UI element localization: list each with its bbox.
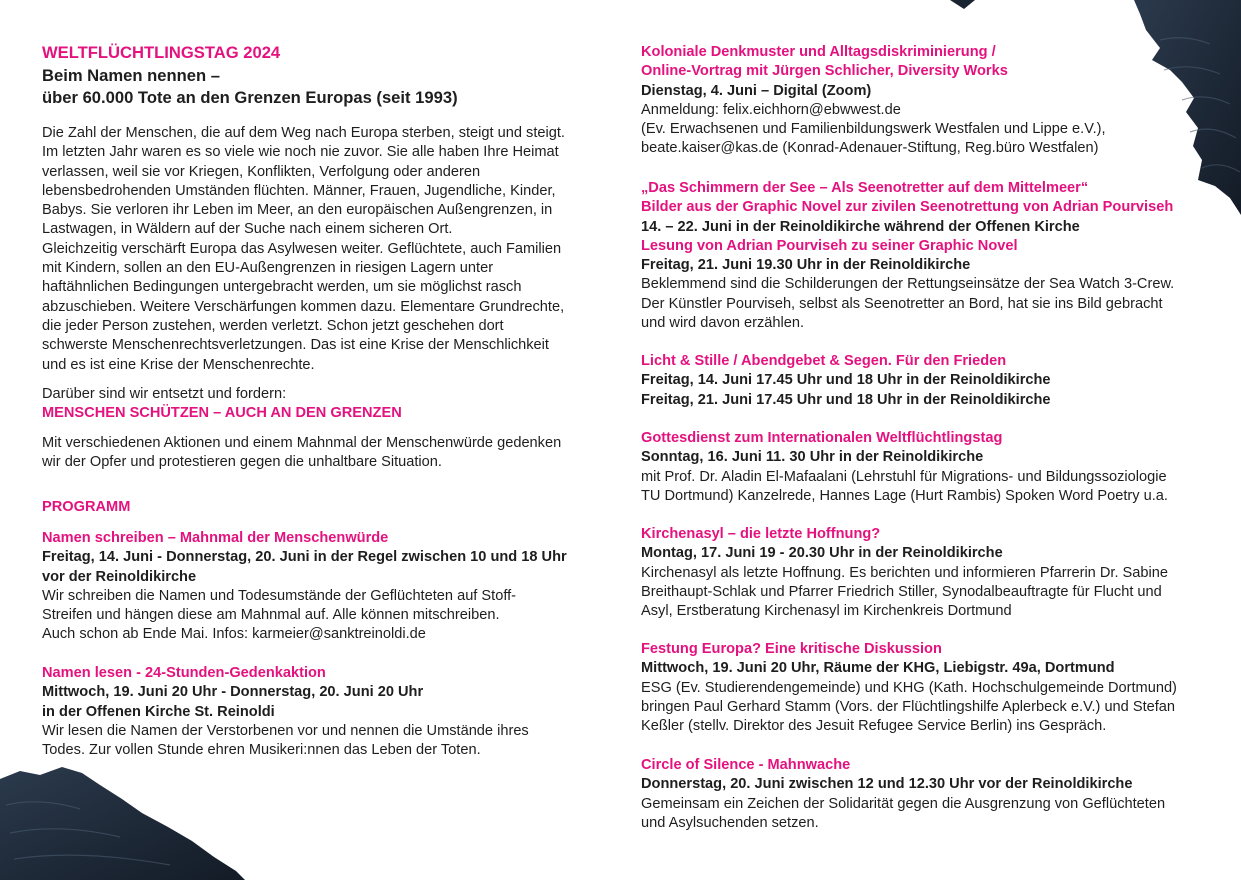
event-block: [641, 179, 1221, 333]
event-title: Bilder aus der Graphic Novel zur zivilen Seenotrettung von Adrian Pourviseh: [641, 199, 1174, 216]
intro-line: verlassen, weil sie vor Kriegen, Konflikten, Verfolgung oder anderen: [42, 163, 481, 180]
event-date: Freitag, 21. Juni 17.45 Uhr und 18 Uhr in der Reinoldikirche: [641, 391, 1051, 408]
event-text: Auch schon ab Ende Mai. Infos: karmeier@sanktreinoldi.de: [42, 626, 426, 643]
event-block: [641, 429, 1221, 506]
event-title: Gottesdienst zum Internationalen Weltflüchtlingstag: [641, 430, 1003, 446]
event-text: TU Dortmund) Kanzelrede, Hannes Lage (Hurt Rambis) Spoken Word Poetry u.a.: [641, 487, 1168, 504]
sea-shape-top-small: [950, 0, 975, 10]
intro-line: abzuschieben. Weitere Verschärfungen kommen dazu. Elementare Grundrechte,: [42, 298, 565, 315]
event-date: Mittwoch, 19. Juni 20 Uhr - Donnerstag, 20. Juni 20 Uhr: [42, 684, 424, 701]
actions-line: Mit verschiedenen Aktionen und einem Mahnmal der Menschenwürde gedenken: [42, 435, 562, 451]
event-block: [641, 352, 1221, 410]
event-text: Anmeldung: felix.eichhorn@ebwwest.de: [641, 101, 901, 118]
intro-line: die jeder Person zustehen, werden verletzt. Schon jetzt geschehen dort: [42, 317, 504, 334]
event-text: Todes. Zur vollen Stunde ehren Musikeri:nnen das Leben der Toten.: [42, 742, 481, 759]
event-text: Beklemmend sind die Schilderungen der Rettungseinsätze der Sea Watch 3-Crew.: [641, 276, 1175, 293]
event-text: Keßler (stellv. Direktor des Jesuit Refugee Service Berlin) ins Gespräch.: [641, 718, 1107, 735]
event-date: Sonntag, 16. Juni 11. 30 Uhr in der Reinoldikirche: [641, 449, 984, 466]
intro-line: Lastwagen, in Wäldern auf der Suche nach einem sicheren Ort.: [42, 221, 453, 238]
intro-paragraph: [42, 124, 602, 375]
event-date: Freitag, 21. Juni 19.30 Uhr in der Reinoldikirche: [641, 257, 971, 274]
event-date: 14. – 22. Juni in der Reinoldikirche während der Offenen Kirche: [641, 218, 1080, 235]
actions-line: wir der Opfer und protestieren gegen die unhaltbare Situation.: [42, 454, 442, 471]
event-date: Freitag, 14. Juni - Donnerstag, 20. Juni in der Regel zwischen 10 und 18 Uhr: [42, 549, 567, 566]
actions-paragraph: [42, 434, 602, 473]
intro-line: Die Zahl der Menschen, die auf dem Weg nach Europa sterben, steigt und steigt.: [42, 125, 565, 141]
intro-line: Im letzten Jahr waren es so viele wie noch nie zuvor. Sie alle haben Ihre Heimat: [42, 144, 559, 161]
event-text: bringen Paul Gerhard Stamm (Vors. der Flüchtlingshilfe Aplerbeck e.V.) und Stefan: [641, 698, 1176, 715]
subtitle-line: Beim Namen nennen –: [42, 66, 220, 85]
event-block: [641, 525, 1221, 621]
intro-line: haftähnlichen Bedingungen untergebracht werden, um sie möglichst rasch: [42, 279, 522, 296]
intro-line: Gleichzeitig verschärft Europa das Asylwesen weiter. Geflüchtete, auch Familien: [42, 240, 562, 257]
event-text: (Ev. Erwachsenen und Familienbildungswerk Westfalen und Lippe e.V.),: [641, 121, 1106, 138]
subtitle: [42, 65, 602, 108]
intro-line: lebensbedrohenden Umständen flüchten. Männer, Frauen, Jugendliche, Kinder,: [42, 182, 556, 199]
event-date: vor der Reinoldikirche: [42, 568, 197, 585]
demand-block: [42, 385, 602, 424]
event-text: und Asylsuchenden setzen.: [641, 814, 819, 831]
event-date: Freitag, 14. Juni 17.45 Uhr und 18 Uhr in der Reinoldikirche: [641, 372, 1051, 389]
event-date: in der Offenen Kirche St. Reinoldi: [42, 703, 275, 720]
event-title: Kirchenasyl – die letzte Hoffnung?: [641, 526, 881, 542]
event-text: Gemeinsam ein Zeichen der Solidarität gegen die Ausgrenzung von Geflüchteten: [641, 795, 1166, 812]
event-block: [641, 640, 1221, 736]
event-title: Namen schreiben – Mahnmal der Menschenwürde: [42, 530, 389, 546]
page-title: WELTFLÜCHTLINGSTAG 2024: [42, 43, 281, 62]
intro-line: und es ist eine Krise der Menschenrechte.: [42, 356, 315, 373]
intro-line: Babys. Sie verloren ihr Leben im Meer, an den europäischen Außengrenzen, in: [42, 202, 553, 219]
program-heading: PROGRAMM: [42, 499, 131, 515]
intro-line: mit Kindern, sollen an den EU-Außengrenzen in riesigen Lagern unter: [42, 260, 494, 277]
event-subtitle: Lesung von Adrian Pourviseh zu seiner Graphic Novel: [641, 237, 1018, 254]
event-title: Circle of Silence - Mahnwache: [641, 757, 851, 773]
event-title: Koloniale Denkmuster und Alltagsdiskriminierung /: [641, 44, 996, 60]
event-text: und wird davon erzählen.: [641, 315, 805, 332]
event-text: Streifen und hängen diese am Mahnmal auf. Alle können mitschreiben.: [42, 607, 500, 624]
event-title: Namen lesen - 24-Stunden-Gedenkaktion: [42, 665, 326, 681]
event-block: [42, 664, 602, 760]
event-text: mit Prof. Dr. Aladin El-Mafaalani (Lehrstuhl für Migrations- und Bildungssoziologie: [641, 468, 1167, 485]
event-block: [42, 529, 602, 645]
event-text: beate.kaiser@kas.de (Konrad-Adenauer-Stiftung, Reg.büro Westfalen): [641, 140, 1099, 157]
event-block: [641, 756, 1221, 833]
event-block: [641, 43, 1221, 159]
event-title: „Das Schimmern der See – Als Seenotretter auf dem Mittelmeer“: [641, 180, 1089, 196]
event-date: Mittwoch, 19. Juni 20 Uhr, Räume der KHG, Liebigstr. 49a, Dortmund: [641, 660, 1115, 677]
event-text: Der Künstler Pourviseh, selbst als Seenotretter an Bord, hat sie ins Bild gebracht: [641, 295, 1163, 312]
event-title: Online-Vortrag mit Jürgen Schlicher, Diversity Works: [641, 63, 1008, 80]
demand-headline: MENSCHEN SCHÜTZEN – AUCH AN DEN GRENZEN: [42, 405, 402, 422]
demand-intro: Darüber sind wir entsetzt und fordern:: [42, 386, 287, 402]
event-date: Dienstag, 4. Juni – Digital (Zoom): [641, 82, 872, 99]
sea-shape-bottom-left: [0, 755, 250, 880]
event-text: Wir lesen die Namen der Verstorbenen vor und nennen die Umstände ihres: [42, 722, 529, 739]
subtitle-line: über 60.000 Tote an den Grenzen Europas (seit 1993): [42, 87, 458, 107]
event-title: Festung Europa? Eine kritische Diskussion: [641, 641, 942, 657]
event-text: Kirchenasyl als letzte Hoffnung. Es berichten und informieren Pfarrerin Dr. Sabine: [641, 564, 1168, 581]
event-text: ESG (Ev. Studierendengemeinde) und KHG (Kath. Hochschulgemeinde Dortmund): [641, 679, 1177, 696]
event-title: Licht & Stille / Abendgebet & Segen. Für den Frieden: [641, 353, 1007, 369]
event-text: Asyl, Erstberatung Kirchenasyl im Kirchenkreis Dortmund: [641, 603, 1012, 620]
event-text: Breithaupt-Schlak und Pfarrer Friedrich Stiller, Synodalbeauftragte für Flucht und: [641, 583, 1162, 600]
event-text: Wir schreiben die Namen und Todesumstände der Geflüchteten auf Stoff-: [42, 587, 517, 604]
intro-line: schwerste Menschenrechtsverletzungen. Das ist eine Krise der Menschlichkeit: [42, 337, 549, 354]
event-date: Donnerstag, 20. Juni zwischen 12 und 12.30 Uhr vor der Reinoldikirche: [641, 776, 1133, 793]
event-date: Montag, 17. Juni 19 - 20.30 Uhr in der Reinoldikirche: [641, 545, 1003, 562]
